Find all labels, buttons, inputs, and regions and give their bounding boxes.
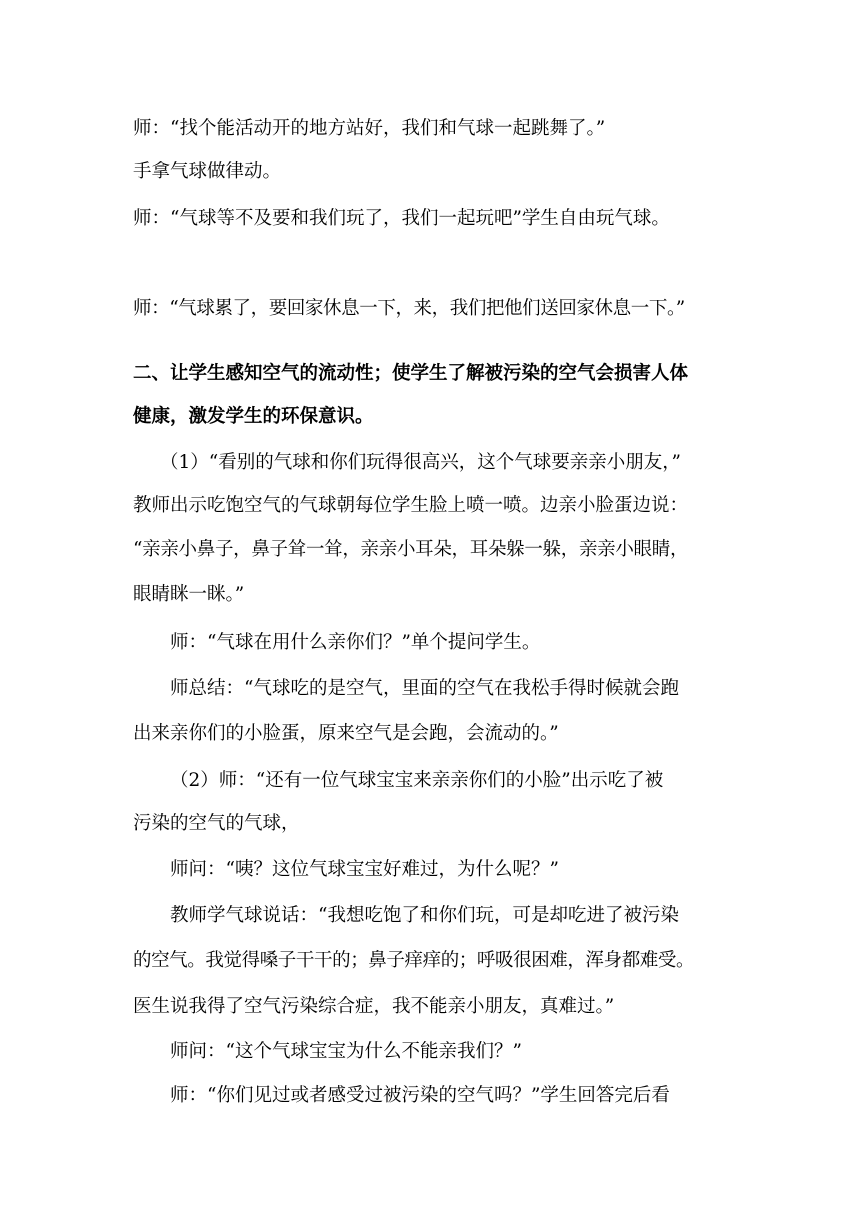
text-line: 手拿气球做律动。 <box>133 161 282 182</box>
text-line: 师：“气球累了，要回家休息一下，来，我们把他们送回家休息一下。” <box>133 298 685 319</box>
text-line: 出来亲你们的小脸蛋，原来空气是会跑，会流动的。” <box>133 723 559 744</box>
text-line: 教师学气球说话：“我想吃饱了和你们玩，可是却吃进了被污染 <box>170 905 679 926</box>
text-line: “亲亲小鼻子，鼻子耸一耸，亲亲小耳朵，耳朵躲一躲，亲亲小眼睛， <box>133 539 689 560</box>
section-heading: 二、让学生感知空气的流动性；使学生了解被污染的空气会损害人体 <box>133 363 689 384</box>
text-line: 污染的空气的气球， <box>133 813 300 834</box>
section-heading: 健康，激发学生的环保意识。 <box>133 406 374 427</box>
text-line: 教师出示吃饱空气的气球朝每位学生脸上喷一喷。边亲小脸蛋边说： <box>133 495 689 516</box>
text-line: 师问：“咦？这位气球宝宝好难过，为什么呢？” <box>170 859 559 880</box>
text-line: 师：“气球等不及要和我们玩了，我们一起玩吧”学生自由玩气球。 <box>133 208 670 229</box>
text-line: 师：“你们见过或者感受过被污染的空气吗？”学生回答完后看 <box>170 1085 670 1106</box>
text-line: 师总结：“气球吃的是空气，里面的空气在我松手得时候就会跑 <box>170 678 679 699</box>
text-line: 师：“找个能活动开的地方站好，我们和气球一起跳舞了。” <box>133 118 606 139</box>
text-line: 眼睛眯一眯。” <box>133 584 245 605</box>
text-line: 的空气。我觉得嗓子干干的；鼻子痒痒的；呼吸很困难，浑身都难受。 <box>133 950 695 971</box>
text-line: 师问：“这个气球宝宝为什么不能亲我们？” <box>170 1041 522 1062</box>
text-line: 师：“气球在用什么亲你们？”单个提问学生。 <box>170 632 541 653</box>
text-line: （1）“看别的气球和你们玩得很高兴，这个气球要亲亲小朋友，” <box>160 452 681 473</box>
text-line: （2）师：“还有一位气球宝宝来亲亲你们的小脸”出示吃了被 <box>170 770 664 791</box>
text-line: 医生说我得了空气污染综合症，我不能亲小朋友，真难过。” <box>133 996 615 1017</box>
